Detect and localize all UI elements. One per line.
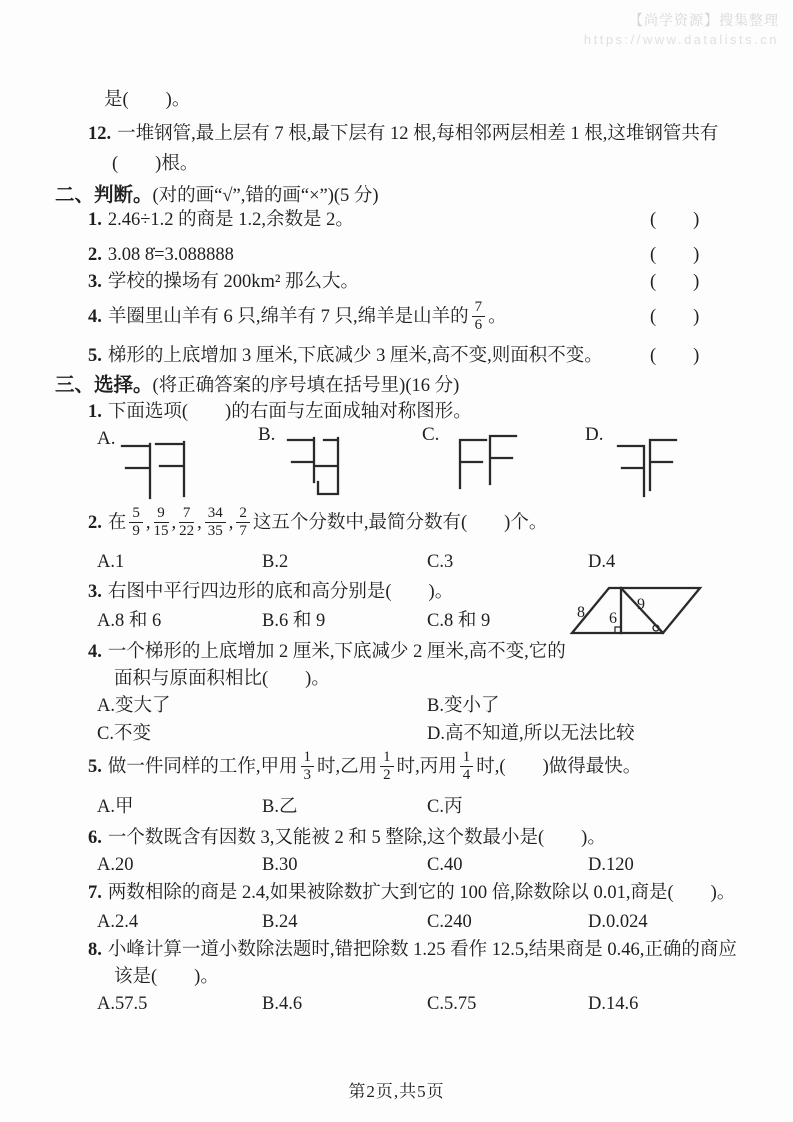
question-text: 小峰计算一道小数除法题时,错把除数 1.25 看作 12.5,结果商是 0.46,正确的商应 [107, 940, 737, 960]
option-a: A.8 和 6 [97, 611, 162, 631]
option-c: C.8 和 9 [427, 611, 491, 631]
figure-label-diagonal: 9 [637, 596, 645, 613]
option-a: A.20 [97, 855, 134, 875]
question-text: 在 $\frac{5}{9}$ , $\frac{9}{15}$ , $\frac{7}{22}$ , $\frac{34}{35}$ , $\frac{2}{7}$ 这五个分数中,最简分数有( )个。 [107, 504, 548, 540]
question-number: 8. [88, 940, 102, 960]
section-note: (将正确答案的序号填在括号里)(16 分) [152, 376, 460, 396]
item-number: 2. [88, 245, 102, 265]
item-text: 梯形的上底增加 3 厘米,下底减少 3 厘米,高不变,则面积不变。 [107, 346, 603, 366]
answer-bracket: ( ) [650, 272, 700, 292]
option-c-label: C. [422, 424, 440, 445]
option-d-label: D. [585, 424, 604, 445]
watermark [584, 10, 779, 47]
question-number: 2. [88, 513, 102, 533]
option-c: C.40 [427, 855, 463, 875]
fraction: $\frac{1}{3}$ [301, 750, 315, 785]
option-a-label: A. [97, 428, 116, 449]
answer-blank: ( )根。 [112, 154, 199, 174]
option-c-figure [448, 426, 518, 491]
fraction: $\frac{5}{9}$ [129, 506, 143, 541]
question-12-answer-line [0, 152, 793, 176]
option-c: C.丙 [427, 797, 463, 817]
choice-q8-line1 [0, 938, 793, 962]
fraction: $\frac{34}{35}$ [205, 506, 226, 541]
question-number: 7. [88, 883, 102, 903]
question-text: 该是( )。 [114, 967, 219, 987]
item-number: 4. [88, 307, 102, 327]
option-b: B.4.6 [262, 994, 303, 1014]
option-a-figure [112, 432, 202, 504]
figure-label-height: 6 [609, 610, 617, 627]
option-b: B.6 和 9 [262, 611, 326, 631]
option-c: C.5.75 [427, 994, 477, 1014]
fraction: $\frac{7}{22}$ [179, 504, 195, 540]
answer-bracket: ( ) [650, 210, 700, 230]
option-d: D.高不知道,所以无法比较 [427, 724, 635, 744]
option-a: A.2.4 [97, 912, 139, 932]
watermark-source-text: 【尚学资源】搜集整理 [629, 12, 779, 28]
question-11-answer-line [0, 88, 793, 112]
question-text: 下面选项( )的右面与左面成轴对称图形。 [107, 402, 472, 422]
option-b: B.乙 [262, 797, 298, 817]
section-title: 三、选择。 [55, 375, 153, 396]
judge-item-1 [0, 208, 793, 232]
question-number: 3. [88, 582, 102, 602]
item-text: 3.08 8̇=3.088888 [107, 245, 234, 265]
option-d: D.120 [588, 855, 634, 875]
question-text: 一个数既含有因数 3,又能被 2 和 5 整除,这个数最小是( )。 [107, 828, 606, 848]
option-d: D.14.6 [588, 994, 639, 1014]
answer-bracket: ( ) [650, 346, 700, 366]
option-a: A.1 [97, 552, 125, 572]
section-title: 二、判断。 [55, 185, 153, 206]
figure-label-side: 8 [577, 604, 585, 621]
question-text: 一个梯形的上底增加 2 厘米,下底减少 2 厘米,高不变,它的 [107, 642, 566, 662]
choice-q8-line2 [0, 965, 793, 989]
item-number: 5. [88, 346, 102, 366]
question-number: 5. [88, 757, 102, 777]
option-a: A.变大了 [97, 696, 171, 716]
option-b: B.30 [262, 855, 298, 875]
choice-q5 [0, 744, 793, 790]
section-judge-header [0, 184, 793, 208]
item-text: 学校的操场有 200km² 那么大。 [107, 272, 360, 292]
item-number: 1. [88, 210, 102, 230]
choice-q1 [0, 400, 793, 424]
option-b-figure [280, 424, 350, 509]
answer-bracket: ( ) [650, 307, 700, 327]
page-number: 第2页,共5页 [348, 1082, 445, 1101]
fraction: $\frac{2}{7}$ [236, 506, 250, 541]
item-number: 3. [88, 272, 102, 292]
option-d: D.0.024 [588, 912, 648, 932]
question-text: 做一件同样的工作,甲用 $\frac{1}{3}$ 时,乙用 $\frac{1}{2}$ 时,丙用 $\frac{1}{4}$ 时,( )做得最快。 [107, 748, 642, 784]
answer-bracket: ( ) [650, 245, 700, 265]
fraction: $\frac{7}{6}$ [472, 300, 486, 335]
judge-item-3 [0, 270, 793, 294]
choice-q7 [0, 881, 793, 905]
option-c: C.3 [427, 552, 454, 572]
option-b: B.24 [262, 912, 298, 932]
option-d-figure [612, 430, 682, 502]
option-c: C.240 [427, 912, 472, 932]
choice-q4-line1 [0, 640, 793, 664]
answer-blank: 是( )。 [104, 90, 191, 110]
choice-q2 [0, 500, 793, 546]
parallelogram-figure [555, 576, 725, 642]
option-a: A.甲 [97, 797, 134, 817]
option-b: B.2 [262, 552, 289, 572]
choice-q6 [0, 826, 793, 850]
option-c: C.不变 [97, 724, 151, 744]
fraction: $\frac{1}{4}$ [460, 750, 474, 785]
section-note: (对的画“√”,错的画“×”)(5 分) [152, 186, 379, 206]
question-number: 4. [88, 642, 102, 662]
page-footer [0, 1077, 793, 1102]
question-text: 一堆钢管,最上层有 7 根,最下层有 12 根,每相邻两层相差 1 根,这堆钢管共有 [117, 124, 719, 144]
question-number: 12. [88, 124, 112, 144]
option-d: D.4 [588, 552, 616, 572]
option-b-label: B. [258, 424, 276, 445]
watermark-url: https://www.datalists.cn [583, 32, 779, 47]
judge-item-2 [0, 243, 793, 267]
question-text: 右图中平行四边形的底和高分别是( )。 [107, 582, 454, 602]
item-text: 2.46÷1.2 的商是 1.2,余数是 2。 [107, 210, 354, 230]
question-number: 6. [88, 828, 102, 848]
choice-q4-line2 [0, 667, 793, 691]
option-a: A.57.5 [97, 994, 148, 1014]
fraction: $\frac{1}{2}$ [380, 750, 394, 785]
question-text: 面积与原面积相比( )。 [114, 669, 330, 689]
judge-item-4 [0, 294, 793, 340]
question-number: 1. [88, 402, 102, 422]
option-b: B.变小了 [427, 696, 500, 716]
fraction: $\frac{9}{15}$ [153, 504, 169, 540]
judge-item-5 [0, 344, 793, 368]
question-text: 两数相除的商是 2.4,如果被除数扩大到它的 100 倍,除数除以 0.01,商是( )。 [107, 883, 736, 903]
item-text: 羊圈里山羊有 6 只,绵羊有 7 只,绵羊是山羊的 $\frac{7}{6}$ 。 [107, 298, 507, 334]
section-choice-header [0, 374, 793, 398]
question-12 [0, 122, 793, 146]
